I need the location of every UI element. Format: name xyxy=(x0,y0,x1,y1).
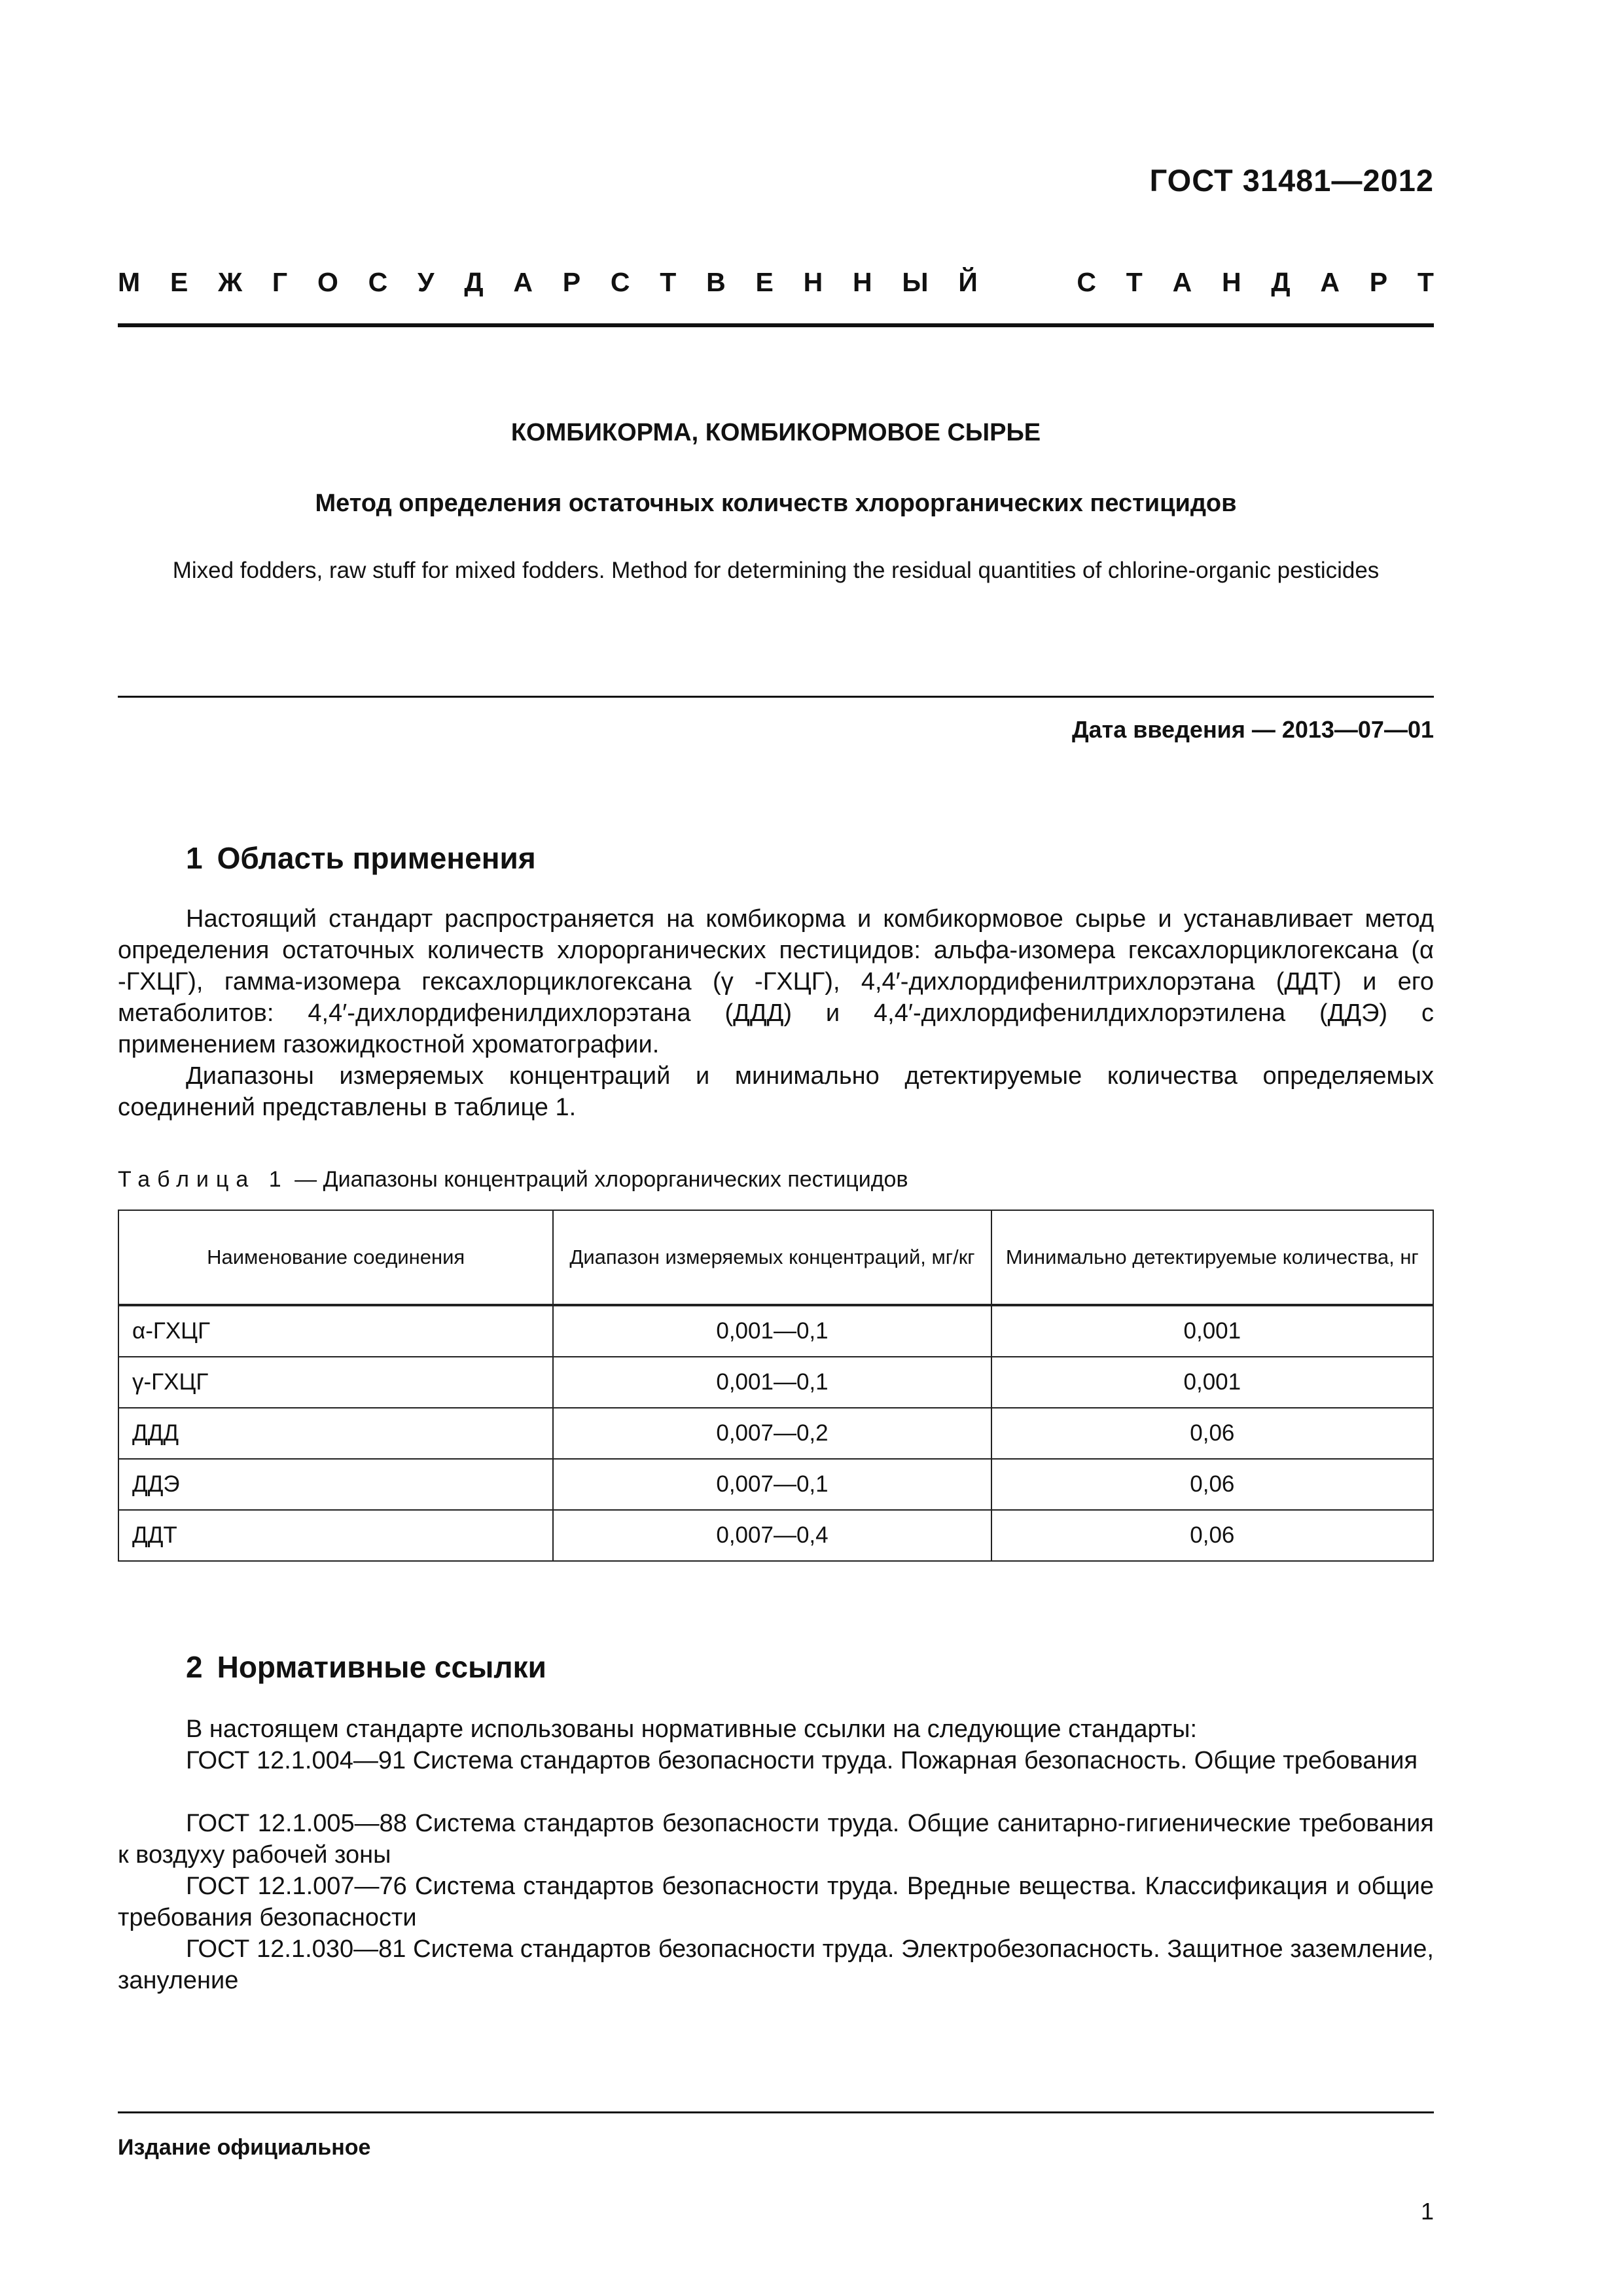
banner-letter: Р xyxy=(562,267,581,297)
banner-letter: М xyxy=(118,267,141,297)
compound-name: ДДТ xyxy=(118,1510,553,1561)
reference-text: ГОСТ 12.1.007—76 Система стандартов безопасности труда. Вредные вещества. Классификация и общие требования безопасности xyxy=(118,1873,1434,1931)
concentration-range: 0,007—0,4 xyxy=(553,1510,991,1561)
reference-text: ГОСТ 12.1.030—81 Система стандартов безопасности труда. Электробезопасность. Защитное заземление, зануление xyxy=(118,1935,1434,1994)
table-1-caption xyxy=(118,1167,908,1193)
banner-letter: В xyxy=(706,267,726,297)
section-title: Область применения xyxy=(217,841,536,875)
banner-letter: Т xyxy=(1126,267,1143,297)
banner-letter: Е xyxy=(755,267,774,297)
banner-letter: С xyxy=(1077,267,1096,297)
normative-reference xyxy=(118,1933,1434,1996)
concentration-range: 0,007—0,1 xyxy=(553,1459,991,1510)
compound-name: ДДД xyxy=(118,1408,553,1459)
compound-name: α-ГХЦГ xyxy=(118,1305,553,1357)
table-header-row xyxy=(118,1210,1433,1305)
paragraph-text: Диапазоны измеряемых концентраций и минимально детектируемые количества определяемых соединений представлены в таблице 1. xyxy=(118,1062,1434,1121)
paragraph-text: Настоящий стандарт распространяется на комбикорма и комбикормовое сырье и устанавливает метод определения остаточных количеств хлорорганических пестицидов: альфа-изомера гексахлорциклогексана (α -ГХЦГ), гамма-изомера гексахлорциклогексана (γ -ГХЦГ), 4,4′-дихлордифенилтрихлорэтана (ДДТ) и его метаболитов: 4,4′-дихлордифенилдихлорэтана (ДДД) и 4,4′-дихлордифенилдихлорэтилена (ДДЭ) с применением газожидкостной хроматографии. xyxy=(118,905,1434,1058)
banner-letter: Н xyxy=(803,267,823,297)
document-title: КОМБИКОРМА, КОМБИКОРМОВОЕ СЫРЬЕ xyxy=(510,419,1041,446)
banner-letter: Д xyxy=(1271,267,1291,297)
introduction-date: Дата введения — 2013—07—01 xyxy=(1071,716,1434,743)
banner-letter: Н xyxy=(853,267,872,297)
document-subtitle: Метод определения остаточных количеств хлорорганических пестицидов xyxy=(315,490,1237,517)
table-row xyxy=(118,1408,1433,1459)
table-1 xyxy=(118,1210,1434,1562)
page-number: 1 xyxy=(1420,2198,1434,2225)
banner-letter: О xyxy=(317,267,338,297)
banner-letter: Ы xyxy=(902,267,929,297)
banner-letter: С xyxy=(368,267,388,297)
table-row xyxy=(118,1510,1433,1561)
english-title: Mixed fodders, raw stuff for mixed fodders. Method for determining the residual quantities of chlorine-organic pesticides xyxy=(172,558,1380,583)
banner-letter: Ж xyxy=(218,267,243,297)
banner-letter: Д xyxy=(464,267,484,297)
min-detectable: 0,001 xyxy=(991,1305,1433,1357)
footer-divider xyxy=(118,2111,1434,2113)
column-header: Диапазон измеряемых концентраций, мг/кг xyxy=(553,1210,991,1305)
min-detectable: 0,06 xyxy=(991,1459,1433,1510)
section-2-heading xyxy=(186,1649,546,1685)
column-header: Наименование соединения xyxy=(118,1210,553,1305)
banner-letter: Т xyxy=(1417,267,1434,297)
section-2-intro xyxy=(118,1713,1434,1745)
min-detectable: 0,001 xyxy=(991,1357,1433,1408)
min-detectable: 0,06 xyxy=(991,1408,1433,1459)
section-1-paragraph-1 xyxy=(118,903,1434,1060)
table-caption-label: Таблица 1 xyxy=(118,1167,289,1192)
normative-reference xyxy=(118,1808,1434,1871)
official-edition-label: Издание официальное xyxy=(118,2135,371,2160)
compound-name: ДДЭ xyxy=(118,1459,553,1510)
banner-letter: А xyxy=(513,267,533,297)
section-number: 2 xyxy=(186,1650,203,1684)
banner-letter: У xyxy=(418,267,435,297)
section-title: Нормативные ссылки xyxy=(217,1650,546,1684)
concentration-range: 0,001—0,1 xyxy=(553,1357,991,1408)
banner-letter: Н xyxy=(1221,267,1241,297)
reference-text: ГОСТ 12.1.005—88 Система стандартов безопасности труда. Общие санитарно-гигиенические требования к воздуху рабочей зоны xyxy=(118,1810,1434,1869)
standard-banner xyxy=(118,267,1434,298)
banner-letter: Е xyxy=(169,267,188,297)
paragraph-text: В настоящем стандарте использованы нормативные ссылки на следующие стандарты: xyxy=(186,1715,1198,1743)
compound-name: γ-ГХЦГ xyxy=(118,1357,553,1408)
table-row xyxy=(118,1357,1433,1408)
column-header: Минимально детектируемые количества, нг xyxy=(991,1210,1433,1305)
section-1-heading xyxy=(186,840,536,876)
table-caption-text: — Диапазоны концентраций хлорорганических пестицидов xyxy=(288,1167,908,1192)
normative-reference xyxy=(118,1871,1434,1933)
document-code: ГОСТ 31481—2012 xyxy=(1149,163,1434,198)
header-divider xyxy=(118,323,1434,327)
banner-letter: А xyxy=(1172,267,1192,297)
banner-letter: Р xyxy=(1369,267,1388,297)
banner-letter: А xyxy=(1320,267,1340,297)
table-row xyxy=(118,1459,1433,1510)
banner-gap xyxy=(1008,267,1047,298)
min-detectable: 0,06 xyxy=(991,1510,1433,1561)
reference-text: ГОСТ 12.1.004—91 Система стандартов безопасности труда. Пожарная безопасность. Общие требования xyxy=(186,1747,1418,1774)
banner-letter: Г xyxy=(272,267,288,297)
banner-letter: С xyxy=(610,267,630,297)
banner-letter: Й xyxy=(958,267,978,297)
concentration-range: 0,007—0,2 xyxy=(553,1408,991,1459)
banner-letter: Т xyxy=(660,267,677,297)
section-number: 1 xyxy=(186,841,203,875)
table-row xyxy=(118,1305,1433,1357)
title-divider xyxy=(118,696,1434,698)
concentration-range: 0,001—0,1 xyxy=(553,1305,991,1357)
section-1-paragraph-2 xyxy=(118,1060,1434,1123)
normative-reference xyxy=(118,1745,1434,1776)
